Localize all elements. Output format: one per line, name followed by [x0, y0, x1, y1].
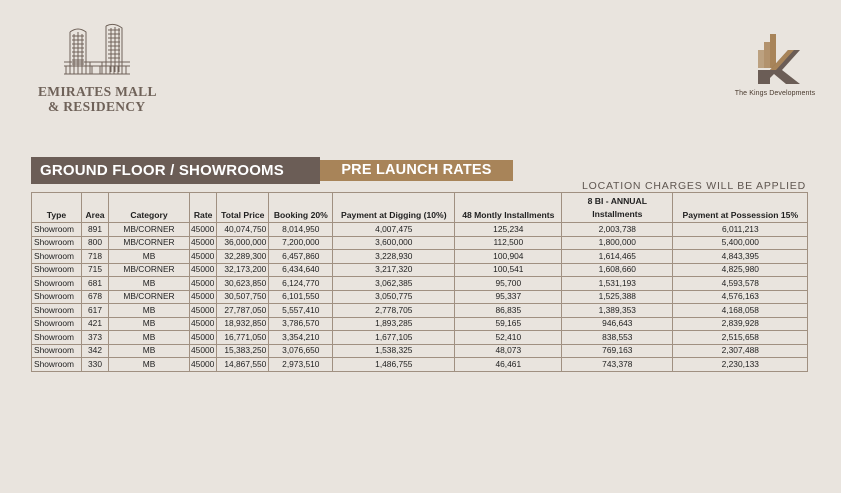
brand-line-2: & RESIDENCY: [48, 99, 146, 114]
section-title: GROUND FLOOR / SHOWROOMS: [31, 157, 320, 184]
cell-total-price: 27,787,050: [217, 304, 269, 318]
cell-rate: 45000: [190, 317, 217, 331]
cell-total-price: 16,771,050: [217, 331, 269, 345]
cell-biannual: 1,389,353: [562, 304, 673, 318]
cell-monthly: 86,835: [455, 304, 562, 318]
cell-possession: 6,011,213: [673, 223, 808, 237]
cell-area: 678: [82, 290, 109, 304]
cell-type: Showroom: [32, 317, 82, 331]
cell-booking: 2,973,510: [269, 358, 333, 372]
cell-type: Showroom: [32, 358, 82, 372]
kings-developments-logo: [730, 30, 820, 97]
cell-total-price: 36,000,000: [217, 236, 269, 250]
cell-rate: 45000: [190, 250, 217, 264]
cell-possession: 2,230,133: [673, 358, 808, 372]
cell-booking: 6,457,860: [269, 250, 333, 264]
cell-biannual: 743,378: [562, 358, 673, 372]
col-header-biannual: [562, 193, 673, 223]
col-header-category: Category: [109, 193, 190, 223]
cell-biannual: 838,553: [562, 331, 673, 345]
cell-digging: 1,486,755: [333, 358, 455, 372]
cell-category: MB/CORNER: [109, 236, 190, 250]
cell-digging: 3,600,000: [333, 236, 455, 250]
cell-monthly: 95,700: [455, 277, 562, 291]
col-header-booking: Booking 20%: [269, 193, 333, 223]
cell-type: Showroom: [32, 236, 82, 250]
cell-total-price: 14,867,550: [217, 358, 269, 372]
table-row: [32, 317, 808, 331]
cell-monthly: 59,165: [455, 317, 562, 331]
cell-possession: 2,839,928: [673, 317, 808, 331]
pre-launch-badge: PRE LAUNCH RATES: [320, 160, 513, 181]
cell-category: MB: [109, 250, 190, 264]
cell-biannual: 1,608,660: [562, 263, 673, 277]
col-header-type: Type: [32, 193, 82, 223]
cell-area: 373: [82, 331, 109, 345]
rates-table: [31, 192, 808, 372]
cell-total-price: 30,623,850: [217, 277, 269, 291]
cell-biannual: 2,003,738: [562, 223, 673, 237]
location-charges-note: LOCATION CHARGES WILL BE APPLIED: [582, 180, 806, 192]
cell-possession: 2,307,488: [673, 344, 808, 358]
cell-biannual: 1,525,388: [562, 290, 673, 304]
cell-biannual: 1,800,000: [562, 236, 673, 250]
cell-biannual: 769,163: [562, 344, 673, 358]
cell-digging: 1,538,325: [333, 344, 455, 358]
building-icon: [62, 22, 132, 78]
cell-digging: 1,677,105: [333, 331, 455, 345]
col-header-monthly: 48 Montly Installments: [455, 193, 562, 223]
col-header-biannual-text: 8 BI - ANNUAL Installments: [587, 196, 647, 219]
cell-possession: 4,843,395: [673, 250, 808, 264]
cell-category: MB: [109, 304, 190, 318]
cell-rate: 45000: [190, 331, 217, 345]
table-row: [32, 290, 808, 304]
cell-digging: 3,217,320: [333, 263, 455, 277]
cell-category: MB: [109, 317, 190, 331]
cell-digging: 1,893,285: [333, 317, 455, 331]
cell-possession: 4,576,163: [673, 290, 808, 304]
cell-area: 891: [82, 223, 109, 237]
cell-biannual: 1,531,193: [562, 277, 673, 291]
cell-monthly: 112,500: [455, 236, 562, 250]
cell-area: 617: [82, 304, 109, 318]
cell-possession: 5,400,000: [673, 236, 808, 250]
kings-k-logo-icon: [748, 30, 802, 86]
cell-total-price: 15,383,250: [217, 344, 269, 358]
cell-type: Showroom: [32, 344, 82, 358]
cell-area: 342: [82, 344, 109, 358]
cell-possession: 4,593,578: [673, 277, 808, 291]
cell-booking: 6,434,640: [269, 263, 333, 277]
cell-booking: 6,124,770: [269, 277, 333, 291]
cell-biannual: 1,614,465: [562, 250, 673, 264]
cell-type: Showroom: [32, 250, 82, 264]
cell-monthly: 46,461: [455, 358, 562, 372]
cell-monthly: 48,073: [455, 344, 562, 358]
cell-monthly: 125,234: [455, 223, 562, 237]
cell-category: MB/CORNER: [109, 263, 190, 277]
cell-type: Showroom: [32, 223, 82, 237]
cell-rate: 45000: [190, 344, 217, 358]
cell-booking: 7,200,000: [269, 236, 333, 250]
cell-area: 718: [82, 250, 109, 264]
table-row: [32, 263, 808, 277]
cell-digging: 2,778,705: [333, 304, 455, 318]
cell-monthly: 52,410: [455, 331, 562, 345]
cell-category: MB/CORNER: [109, 290, 190, 304]
cell-area: 681: [82, 277, 109, 291]
cell-booking: 6,101,550: [269, 290, 333, 304]
cell-monthly: 100,904: [455, 250, 562, 264]
cell-rate: 45000: [190, 290, 217, 304]
cell-total-price: 32,173,200: [217, 263, 269, 277]
cell-category: MB: [109, 358, 190, 372]
table-row: [32, 250, 808, 264]
cell-category: MB/CORNER: [109, 223, 190, 237]
cell-possession: 4,168,058: [673, 304, 808, 318]
table-row: [32, 304, 808, 318]
cell-total-price: 18,932,850: [217, 317, 269, 331]
cell-type: Showroom: [32, 263, 82, 277]
brand-line-1: EMIRATES MALL: [38, 84, 157, 99]
cell-booking: 8,014,950: [269, 223, 333, 237]
table-row: [32, 358, 808, 372]
cell-total-price: 40,074,750: [217, 223, 269, 237]
cell-rate: 45000: [190, 358, 217, 372]
cell-rate: 45000: [190, 304, 217, 318]
cell-biannual: 946,643: [562, 317, 673, 331]
col-header-area: Area: [82, 193, 109, 223]
cell-digging: 3,062,385: [333, 277, 455, 291]
table-row: [32, 331, 808, 345]
cell-total-price: 32,289,300: [217, 250, 269, 264]
cell-digging: 3,228,930: [333, 250, 455, 264]
cell-rate: 45000: [190, 236, 217, 250]
cell-total-price: 30,507,750: [217, 290, 269, 304]
cell-area: 715: [82, 263, 109, 277]
cell-type: Showroom: [32, 290, 82, 304]
table-header-row: [32, 193, 808, 223]
cell-monthly: 100,541: [455, 263, 562, 277]
table-row: [32, 344, 808, 358]
cell-type: Showroom: [32, 331, 82, 345]
cell-possession: 4,825,980: [673, 263, 808, 277]
col-header-possession: Payment at Possession 15%: [673, 193, 808, 223]
table-row: [32, 236, 808, 250]
col-header-rate: Rate: [190, 193, 217, 223]
cell-booking: 5,557,410: [269, 304, 333, 318]
cell-rate: 45000: [190, 223, 217, 237]
cell-type: Showroom: [32, 277, 82, 291]
cell-rate: 45000: [190, 263, 217, 277]
cell-booking: 3,354,210: [269, 331, 333, 345]
col-header-total-price: Total Price: [217, 193, 269, 223]
table-row: [32, 277, 808, 291]
cell-digging: 4,007,475: [333, 223, 455, 237]
cell-type: Showroom: [32, 304, 82, 318]
brand-right-name: The Kings Developments: [734, 90, 816, 97]
cell-area: 330: [82, 358, 109, 372]
emirates-mall-logo: [38, 22, 168, 114]
table-row: [32, 223, 808, 237]
cell-possession: 2,515,658: [673, 331, 808, 345]
cell-category: MB: [109, 331, 190, 345]
cell-digging: 3,050,775: [333, 290, 455, 304]
cell-category: MB: [109, 344, 190, 358]
cell-monthly: 95,337: [455, 290, 562, 304]
cell-booking: 3,786,570: [269, 317, 333, 331]
cell-booking: 3,076,650: [269, 344, 333, 358]
col-header-digging: Payment at Digging (10%): [333, 193, 455, 223]
cell-rate: 45000: [190, 277, 217, 291]
cell-category: MB: [109, 277, 190, 291]
cell-area: 421: [82, 317, 109, 331]
cell-area: 800: [82, 236, 109, 250]
